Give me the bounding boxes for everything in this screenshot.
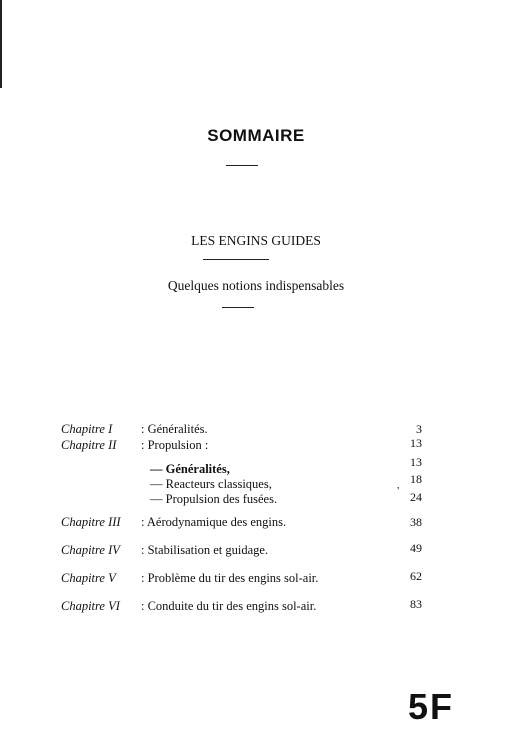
chapter-page: 62 (410, 569, 422, 583)
chapter-label: Chapitre I (61, 422, 113, 436)
sub-item-title: — Propulsion des fusées. (150, 492, 278, 506)
sub-item-title: — Généralités, (150, 462, 230, 476)
chapter-page: 13 (410, 436, 422, 450)
chapter-page: 49 (410, 541, 422, 555)
chapter-label: Chapitre II (61, 438, 117, 452)
sub-item-page: 18 (410, 472, 422, 486)
chapter-title: : Conduite du tir des engins sol-air. (141, 599, 317, 613)
chapter-page: 83 (410, 597, 422, 611)
sub-item-page: 13 (410, 455, 422, 469)
chapter-label: Chapitre IV (61, 543, 120, 557)
stamp-label: 5F (408, 686, 455, 727)
chapter-title: : Généralités. (141, 422, 208, 436)
chapter-title: : Aérodynamique des engins. (141, 515, 287, 529)
chapter-title: : Stabilisation et guidage. (141, 543, 269, 557)
page-title: SOMMAIRE (207, 126, 305, 145)
chapter-title: : Problème du tir des engins sol-air. (141, 571, 319, 585)
sub-item-page: 24 (410, 490, 422, 504)
section-heading: LES ENGINS GUIDES (191, 233, 321, 248)
chapter-label: Chapitre III (61, 515, 121, 529)
chapter-page: 3 (416, 422, 422, 436)
stray-mark: , (397, 480, 400, 491)
chapter-label: Chapitre V (61, 571, 116, 585)
chapter-label: Chapitre VI (61, 599, 120, 613)
chapter-title: : Propulsion : (141, 438, 209, 452)
subsection-heading: Quelques notions indispensables (167, 278, 345, 293)
sub-item-title: — Reacteurs classiques, (150, 477, 272, 491)
chapter-page: 38 (410, 515, 422, 529)
